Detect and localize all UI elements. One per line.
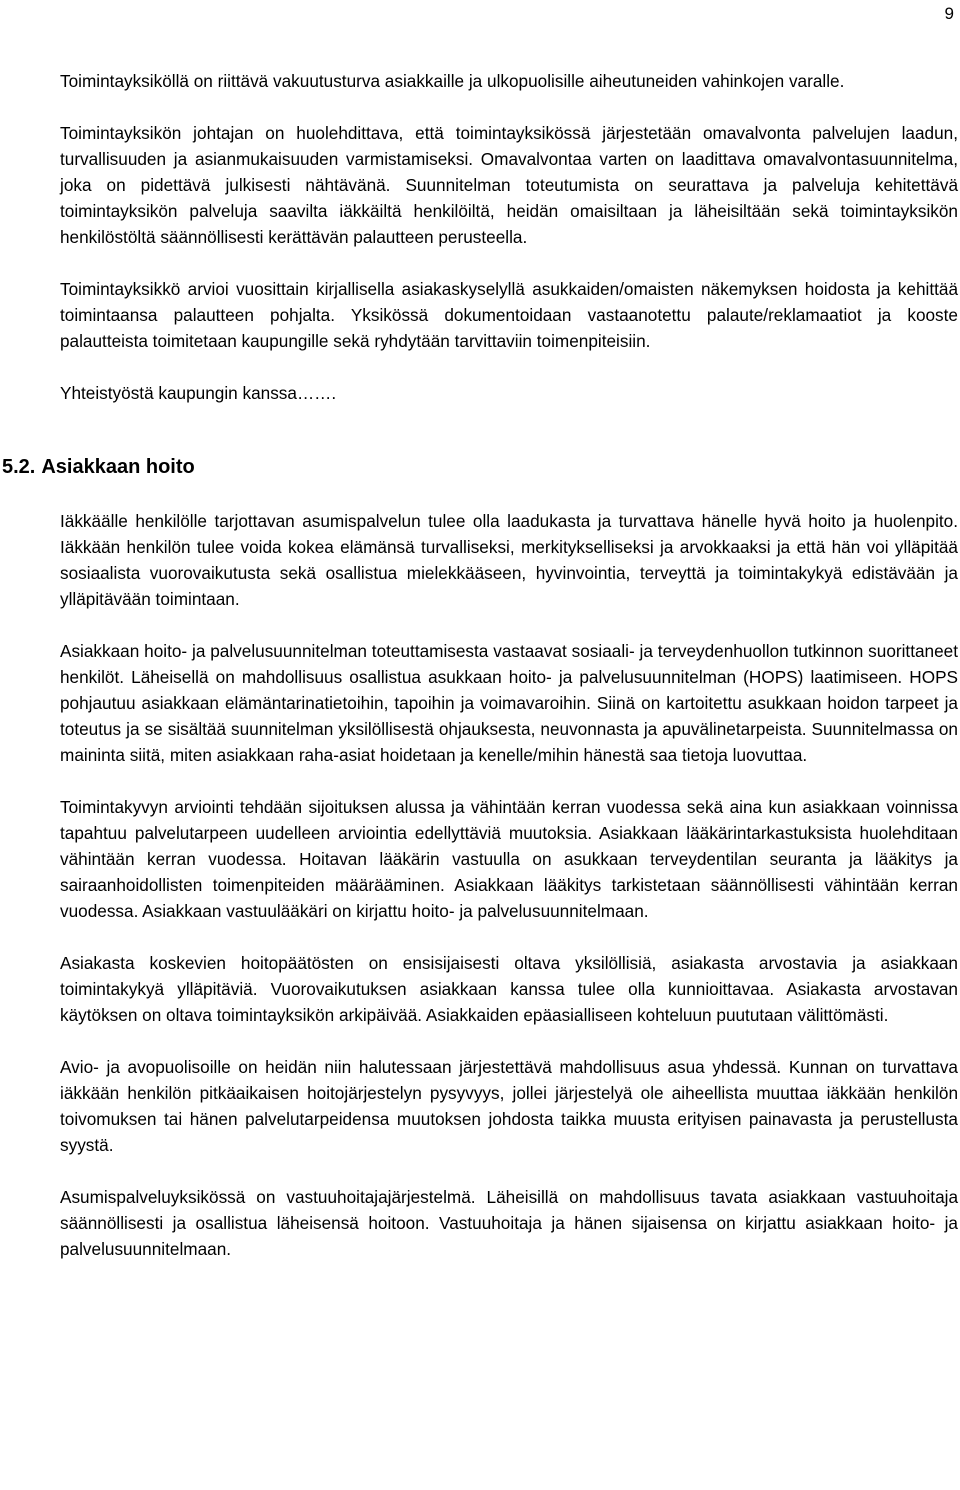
paragraph-care-plan: Asiakkaan hoito- ja palvelusuunnitelman toteuttamisesta vastaavat sosiaali- ja terveydenhuollon tutkinnon suorittaneet henkilöt. Läheisellä on mahdollisuus osallistua asukkaan hoito- ja palvelusuunnitelman (HOPS) laatimiseen. HOPS pohjautuu asiakkaan elämäntarinatietoihin, tapoihin ja voimavaroihin. Siinä on kartoitettu asukkaan hoidon tarpeet ja toteutus ja se sisältää suunnitelman yksilöllisestä ohjauksesta, neuvonnasta ja apuvälinetarpeista. Suunnitelmassa on maininta siitä, miten asiakkaan raha-asiat hoidetaan ja kenelle/mihin hänestä saa tietoja luovuttaa. (60, 641, 958, 765)
paragraph-spouses: Avio- ja avopuolisoille on heidän niin halutessaan järjestettävä mahdollisuus asua yhdessä. Kunnan on turvattava iäkkään henkilön pitkäaikaisen hoitojärjestelyn pysyvyys, jollei järjestelyä ole aiheellista muuttaa iäkkään henkilön toivomuksen tai hänen palvelutarpeidensa muutoksen johdosta taikka muusta erityisen painavasta ja perustellusta syystä. (60, 1057, 958, 1155)
paragraph-care-decisions: Asiakasta koskevien hoitopäätösten on ensisijaisesti oltava yksilöllisiä, asiakasta arvostavia ja asiakkaan toimintakykyä ylläpitäviä. Vuorovaikutuksen asiakkaan kanssa tulee olla kunnioittavaa. Asiakasta arvostavan käytöksen on oltava toimintayksikön arkipäivää. Asiakkaiden epäasialliseen kohteluun puututaan välittömästi. (60, 953, 958, 1025)
section-heading (2, 454, 900, 480)
paragraph-primary-nurse: Asumispalveluyksikössä on vastuuhoitajajärjestelmä. Läheisillä on mahdollisuus tavata asiakkaan vastuuhoitaja säännöllisesti ja osallistua läheisensä hoitoon. Vastuuhoitaja ja hänen sijaisensa on kirjattu asiakkaan hoito- ja palvelusuunnitelmaan. (60, 1187, 958, 1259)
paragraph-insurance: Toimintayksiköllä on riittävä vakuutusturva asiakkaille ja ulkopuolisille aiheutuneiden vahinkojen varalle. (60, 71, 845, 91)
document-body (2, 68, 958, 1288)
paragraph-self-monitoring: Toimintayksikön johtajan on huolehdittava, että toimintayksikössä järjestetään omavalvonta palvelujen laadun, turvallisuuden ja asianmukaisuuden varmistamiseksi. Omavalvontaa varten on laadittava omavalvontasuunnitelma, joka on pidettävä julkisesti nähtävänä. Suunnitelman toteutumista on seurattava ja palveluja kehitettävä toimintayksikön palveluja saavilta iäkkäiltä henkilöiltä, heidän omaisiltaan ja läheisiltään sekä toimintayksikön henkilöstöltä säännöllisesti kerättävän palautteen perusteella. (60, 123, 958, 247)
paragraph-city-cooperation: Yhteistyöstä kaupungin kanssa……. (60, 383, 337, 403)
page-number: 9 (944, 4, 954, 23)
section-title: Asiakkaan hoito (41, 456, 195, 478)
paragraph-functional-assessment: Toimintakyvyn arviointi tehdään sijoituksen alussa ja vähintään kerran vuodessa sekä aina kun asiakkaan voinnissa tapahtuu palvelutarpeen uudelleen arviointia edellyttäviä muutoksia. Asiakkaan lääkärintarkastuksista huolehditaan vähintään kerran vuodessa. Hoitavan lääkärin vastuulla on asukkaan terveydentilan seuranta ja lääkitys ja sairaanhoidollisten toimenpiteiden määrääminen. Asiakkaan lääkitys tarkistetaan säännöllisesti vähintään kerran vuodessa. Asiakkaan vastuulääkäri on kirjattu hoito- ja palvelusuunnitelmaan. (60, 797, 958, 921)
section-number: 5.2. (2, 456, 36, 478)
paragraph-quality-care: Iäkkäälle henkilölle tarjottavan asumispalvelun tulee olla laadukasta ja turvattava hänelle hyvä hoito ja huolenpito. Iäkkään henkilön tulee voida kokea elämänsä turvalliseksi, merkitykselliseksi ja arvokkaaksi ja että hän voi ylläpitää sosiaalista vuorovaikutusta sekä osallistua mielekkääseen, hyvinvointia, terveyttä ja toimintakykyä edistävään ja ylläpitävään toimintaan. (60, 511, 958, 609)
paragraph-customer-survey: Toimintayksikkö arvioi vuosittain kirjallisella asiakaskyselyllä asukkaiden/omaisten näkemyksen hoidosta ja kehittää toimintaansa palautteen pohjalta. Yksikössä dokumentoidaan vastaanotettu palaute/reklamaatiot ja kooste palautteista toimitetaan kaupungille sekä ryhdytään tarvittaviin toimenpiteisiin. (60, 279, 958, 351)
